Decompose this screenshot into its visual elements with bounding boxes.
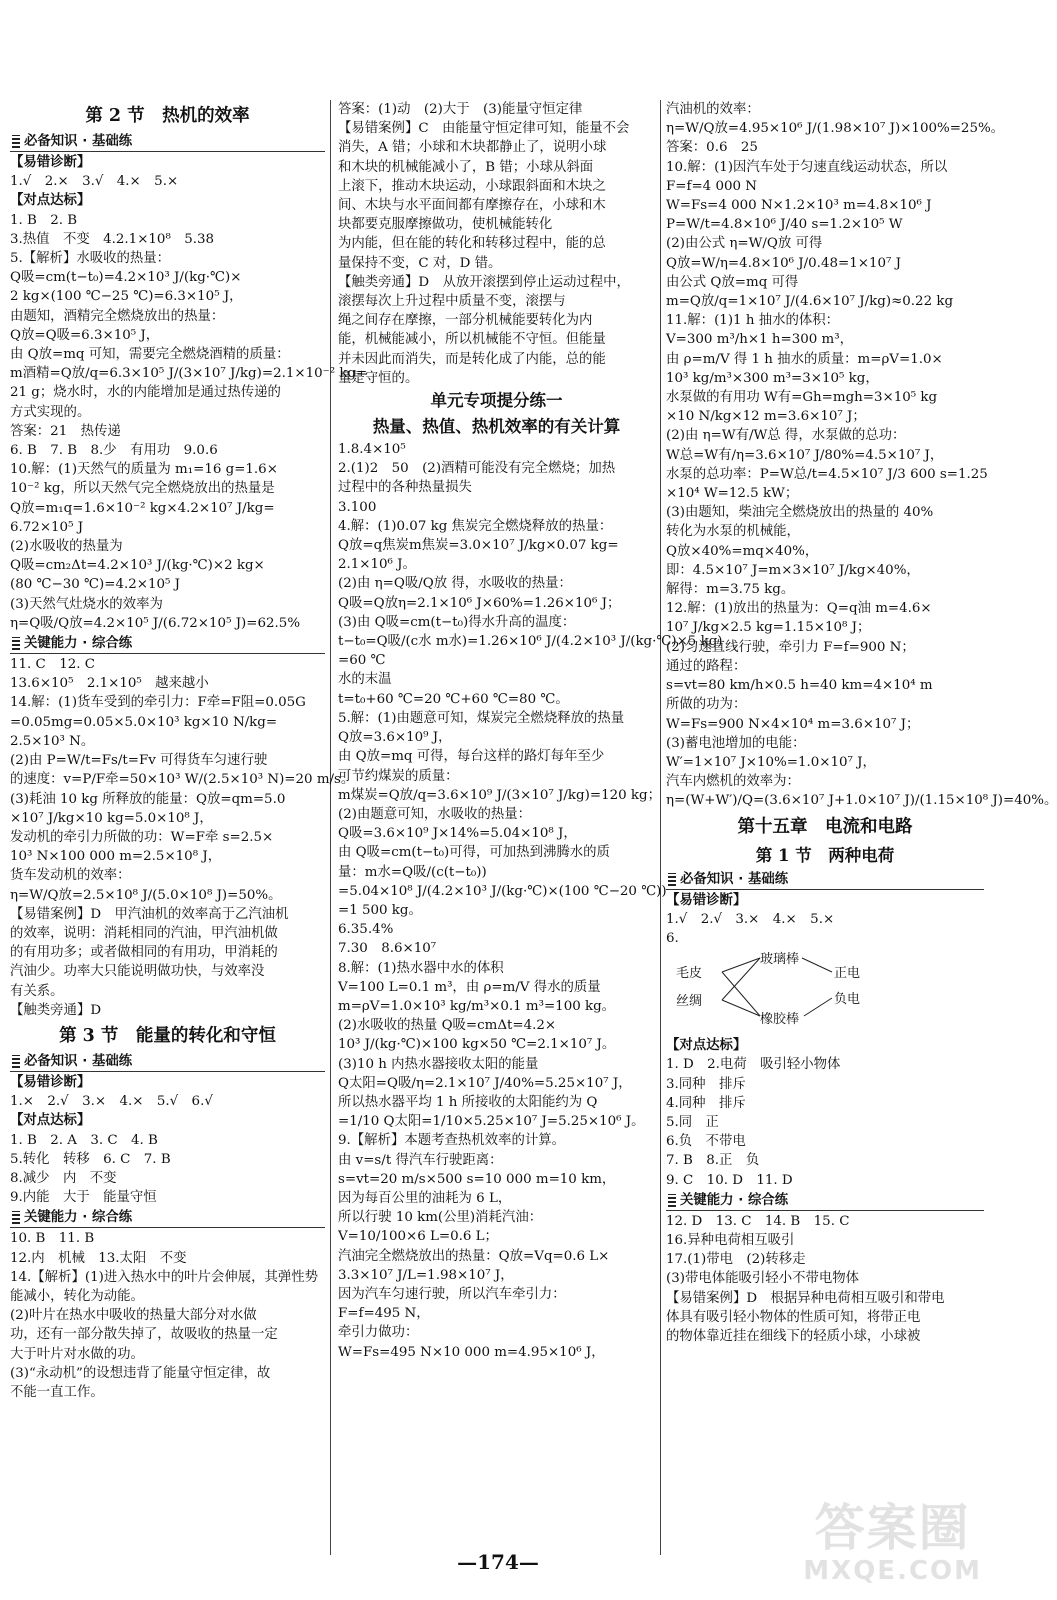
- answer-line: 汽油机的效率：: [666, 102, 760, 117]
- answer-line: 14.【解析】(1)进入热水中的叶片会伸展，其弹性势: [10, 1269, 319, 1285]
- answer-line: 水的末温: [338, 672, 392, 688]
- answer-line: m酒精=Q放/q=6.3×10⁵ J/(3×10⁷ J/kg)=2.1×10⁻² kg=: [10, 366, 368, 382]
- answer-line: 由 Q放=mq 可知，需要完全燃烧酒精的质量：: [10, 347, 290, 363]
- answer-line: 4.同种 排斥: [666, 1095, 746, 1111]
- answer-line: 2 kg×(100 ℃−25 ℃)=6.3×10⁵ J，: [10, 289, 243, 305]
- answer-line: η=Q吸/Q放=4.2×10⁵ J/(6.72×10⁵ J)=62.5%: [10, 615, 301, 631]
- answer-line: 9. C 10. D 11. D: [666, 1172, 793, 1188]
- page-number: —174—: [457, 1550, 539, 1574]
- answer-line: (2)由 P=W/t=Fs/t=Fv 可得货车匀速行驶: [10, 753, 268, 769]
- answer-line: 10.解：(1)天然气的质量为 m₁=16 g=1.6×: [10, 462, 278, 478]
- answer-line: 3.100: [338, 499, 377, 515]
- answer-line: Q放=3.6×10⁹ J，: [338, 730, 452, 746]
- answer-line: 绳之间存在摩擦，一部分机械能要转化为内: [338, 313, 593, 329]
- answer-line: 16.异种电荷相互吸引: [666, 1232, 795, 1248]
- column-divider: [660, 100, 661, 1555]
- answer-line: (2)水吸收的热量 Q吸=cmΔt=4.2×: [338, 1018, 557, 1034]
- answer-line: W=Fs=4 000 N×1.2×10³ m=4.8×10⁶ J: [666, 198, 932, 214]
- answer-line: 21 g；烧水时，水的内能增加是通过热传递的: [10, 385, 281, 401]
- answer-line: 9.内能 大于 能量守恒: [10, 1190, 157, 1206]
- answer-line: 所以行驶 10 km(公里)消耗汽油：: [338, 1210, 543, 1226]
- answer-line: 8.减少 内 不变: [10, 1170, 117, 1186]
- answer-line: 11. C 12. C: [10, 657, 95, 673]
- answer-line: 1. D 2.电荷 吸引轻小物体: [666, 1057, 841, 1073]
- answer-line: 的速度：v=P/F牵=50×10³ W/(2.5×10³ N)=20 m/s。: [10, 772, 355, 788]
- answer-line: t=t₀+60 ℃=20 ℃+60 ℃=80 ℃。: [338, 691, 569, 707]
- answer-line: 能，机械能减小，所以机械能不守恒。但能量: [338, 332, 606, 348]
- answer-line: (3)10 h 内热水器接收太阳的能量: [338, 1056, 539, 1072]
- subsection-heading: 单元专项提分练一: [430, 391, 563, 411]
- answer-line: 6.: [666, 930, 679, 946]
- answer-line: η=(W+W′)/Q=(3.6×10⁷ J+1.0×10⁷ J)/(1.15×10⁸ J)=40%。: [666, 793, 1057, 809]
- answer-line: 5.解：(1)由题意可知，煤炭完全燃烧释放的热量: [338, 710, 625, 726]
- answer-line: 滚摆每次上升过程中质量不变，滚摆与: [338, 294, 566, 310]
- answer-line: 的有用功多；或者做相同的有用功，甲消耗的: [10, 945, 278, 961]
- diagram-label-fur: 毛皮: [676, 966, 703, 982]
- answer-line: 1.√ 2.× 3.√ 4.× 5.×: [10, 174, 179, 190]
- answer-line: 因为汽车匀速行驶，所以汽车牵引力：: [338, 1286, 566, 1302]
- watermark-text: 答案圈: [814, 1499, 971, 1557]
- level-banner: 关键能力 · 综合练: [10, 1208, 325, 1228]
- answer-line: V=10/100×6 L=0.6 L；: [338, 1229, 498, 1245]
- diagram-label-positive: 正电: [834, 966, 861, 982]
- answer-line: W′=1×10⁷ J×10%=1.0×10⁷ J，: [666, 754, 876, 770]
- answer-line: 的效率，说明：消耗相同的汽油，甲汽油机做: [10, 925, 278, 941]
- answer-line: 牵引力做功：: [338, 1325, 419, 1341]
- answer-line: 水泵做的有用功 W有=Gh=mgh=3×10⁵ kg: [666, 390, 938, 406]
- answer-line: 消失，A 错；小球和木块都静止了，说明小球: [338, 140, 607, 156]
- answer-line: 6. B 7. B 8.少 有用功 9.0.6: [10, 443, 218, 459]
- answer-line: 9.【解析】本题考查热机效率的计算。: [338, 1133, 566, 1149]
- answer-line: 8.解：(1)热水器中水的体积: [338, 960, 504, 976]
- answer-line: t−t₀=Q吸/(c水 m水)=1.26×10⁶ J/(4.2×10³ J/(kg·℃)×5 kg): [338, 634, 723, 650]
- answer-line: (2)由题意可知，水吸收的热量：: [338, 806, 532, 822]
- answer-line: W=Fs=900 N×4×10⁴ m=3.6×10⁷ J；: [666, 716, 920, 732]
- answer-line: W总=W有/η=3.6×10⁷ J/80%=4.5×10⁷ J，: [666, 447, 944, 463]
- answer-line: =1 500 kg。: [338, 902, 422, 918]
- column-3-top: [666, 100, 1057, 948]
- answer-line: 13.6×10⁵ 2.1×10⁵ 越来越小: [10, 676, 209, 692]
- answer-line: 间、木块与水平面间都有摩擦存在，小球和木: [338, 198, 606, 214]
- section-heading: 第 2 节 热机的效率: [85, 106, 250, 126]
- answer-line: Q放=Q吸=6.3×10⁵ J，: [10, 327, 160, 343]
- category-tag: 【易错诊断】: [10, 155, 91, 170]
- answer-line: 10. B 11. B: [10, 1231, 95, 1247]
- answer-line: 方式实现的。: [10, 404, 91, 420]
- answer-line: (2)由 η=W有/W总 得，水泵做的总功：: [666, 428, 906, 444]
- answer-line: 5.转化 转移 6. C 7. B: [10, 1151, 171, 1167]
- answer-line: m=Q放/q=1×10⁷ J/(4.6×10⁷ J/kg)≈0.22 kg: [666, 294, 954, 310]
- answer-line: (3)由题知，柴油完全燃烧放出的热量的 40%: [666, 505, 934, 521]
- answer-line: Q吸=Q放η=2.1×10⁶ J×60%=1.26×10⁶ J；: [338, 595, 621, 611]
- answer-line: 上滚下，推动木块运动，小球跟斜面和木块之: [338, 178, 606, 194]
- level-banner: 必备知识 · 基础练: [10, 132, 325, 152]
- answer-line: m=ρV=1.0×10³ kg/m³×0.1 m³=100 kg。: [338, 998, 616, 1014]
- category-tag: 【易错诊断】: [10, 1074, 91, 1090]
- answer-line: 6.72×10⁵ J: [10, 519, 84, 535]
- level-banner: 关键能力 · 综合练: [10, 634, 325, 654]
- answer-line: 解得：m=3.75 kg。: [666, 582, 795, 598]
- answer-line: 10⁻² kg，所以天然气完全燃烧放出的热量是: [10, 481, 275, 497]
- answer-line: 10³ J/(kg·℃)×100 kg×50 ℃=2.1×10⁷ J。: [338, 1037, 616, 1053]
- answer-line: 的物体靠近挂在细线下的轻质小球，小球被: [666, 1328, 921, 1344]
- answer-line: 2.(1)2 50 (2)酒精可能没有完全燃烧；加热: [338, 461, 616, 477]
- answer-line: 由 Q放=mq 可得，每台这样的路灯每年至少: [338, 749, 605, 765]
- answer-line: Q太阳=Q吸/η=2.1×10⁷ J/40%=5.25×10⁷ J，: [338, 1075, 632, 1091]
- answer-line: W=Fs=495 N×10 000 m=4.95×10⁶ J，: [338, 1344, 605, 1360]
- answer-line: 5.同 正: [666, 1114, 719, 1130]
- level-banner: 必备知识 · 基础练: [666, 870, 984, 890]
- answer-line: 货车发动机的效率：: [10, 868, 131, 884]
- answer-line: Q放×40%=mq×40%，: [666, 543, 819, 559]
- answer-line: 7. B 8.正 负: [666, 1153, 760, 1169]
- section-heading: 第 3 节 能量的转化和守恒: [59, 1025, 276, 1046]
- answer-line: 【触类旁通】D 从放开滚摆到停止运动过程中，: [338, 274, 630, 290]
- answer-line: 答案：0.6 25: [666, 140, 758, 156]
- answer-line: 能减小，转化为动能。: [10, 1288, 144, 1304]
- answer-line: s=vt=20 m/s×500 s=10 000 m=10 km，: [338, 1171, 616, 1187]
- answer-line: 体具有吸引轻小物体的性质可知，将带正电: [666, 1309, 921, 1325]
- answer-line: 并未因此而消失，而是转化成了内能，总的能: [338, 351, 606, 367]
- answer-line: 2.1×10⁶ J。: [338, 557, 416, 573]
- answer-line: 因为每百公里的油耗为 6 L，: [338, 1190, 512, 1206]
- answer-line: (3)由 Q吸=cm(t−t₀)得水升高的温度：: [338, 614, 576, 630]
- answer-line: 量保持不变，C 对，D 错。: [338, 255, 502, 271]
- answer-line: 即：4.5×10⁷ J=m×3×10⁷ J/kg×40%，: [666, 562, 920, 578]
- answer-line: 有关系。: [10, 983, 64, 999]
- answer-line: 3.同种 排斥: [666, 1076, 746, 1092]
- answer-line: (3)“永动机”的设想违背了能量守恒定律，故: [10, 1365, 271, 1381]
- answer-line: 4.解：(1)0.07 kg 焦炭完全燃烧释放的热量：: [338, 518, 613, 534]
- answer-line: η=W/Q放=4.95×10⁶ J/(1.98×10⁷ J)×100%=25%。: [666, 121, 1005, 137]
- answer-line: 发动机的牵引力所做的功：W=F牵 s=2.5×: [10, 829, 274, 845]
- answer-line: 1.× 2.√ 3.× 4.× 5.√ 6.√: [10, 1094, 213, 1110]
- answer-line: 由 v=s/t 得汽车行驶距离：: [338, 1152, 503, 1168]
- watermark-logo: [803, 1500, 982, 1586]
- answer-line: η=W/Q放=2.5×10⁸ J/(5.0×10⁸ J)=50%。: [10, 887, 282, 903]
- answer-line: Q放=q焦炭m焦炭=3.0×10⁷ J/kg×0.07 kg=: [338, 538, 619, 554]
- answer-line: F=f=4 000 N: [666, 178, 757, 194]
- answer-line: 为内能，但在能的转化和转移过程中，能的总: [338, 236, 606, 252]
- answer-line: 功，还有一部分散失掉了，故吸收的热量一定: [10, 1327, 278, 1343]
- answer-line: 过程中的各种热量损失: [338, 480, 472, 496]
- subsection-heading: 第 1 节 两种电荷: [755, 845, 895, 865]
- answer-line: 1. B 2. A 3. C 4. B: [10, 1132, 158, 1148]
- answer-line: 通过的路程：: [666, 658, 747, 674]
- column-divider: [330, 100, 331, 1555]
- answer-line: V=300 m³/h×1 h=300 m³，: [666, 332, 854, 348]
- answer-line: 12.解：(1)放出的热量为：Q=q油 m=4.6×: [666, 601, 932, 617]
- answer-line: 大于叶片对水做的功。: [10, 1346, 144, 1362]
- answer-line: 14.解：(1)货车受到的牵引力：F牵=F阻=0.05G: [10, 695, 306, 711]
- answer-line: =60 ℃: [338, 653, 386, 669]
- answer-line: (2)叶片在热水中吸收的热量大部分对水做: [10, 1308, 257, 1324]
- answer-line: 10⁷ J/kg×2.5 kg=1.15×10⁸ J；: [666, 620, 871, 636]
- answer-line: 6.35.4%: [338, 922, 394, 938]
- answer-line: P=W/t=4.8×10⁶ J/40 s=1.2×10⁵ W: [666, 217, 903, 233]
- category-tag: 【对点达标】: [10, 1113, 91, 1129]
- answer-line: =0.05mg=0.05×5.0×10³ kg×10 N/kg=: [10, 714, 278, 730]
- level-banner: 关键能力 · 综合练: [666, 1191, 984, 1211]
- answer-line: Q吸=cm₂Δt=4.2×10³ J/(kg·℃)×2 kg×: [10, 558, 265, 574]
- level-banner: 必备知识 · 基础练: [10, 1052, 325, 1072]
- answer-line: m煤炭=Q放/q=3.6×10⁹ J/(3×10⁷ J/kg)=120 kg；: [338, 787, 661, 803]
- answer-column-3: [666, 100, 1057, 1555]
- answer-line: 7.30 8.6×10⁷: [338, 941, 437, 957]
- answer-line: (2)匀速直线行驶，牵引力 F=f=900 N；: [666, 639, 915, 655]
- answer-line: V=100 L=0.1 m³，由 ρ=m/V 得水的质量: [338, 979, 601, 995]
- answer-line: Q吸=3.6×10⁹ J×14%=5.04×10⁸ J，: [338, 826, 577, 842]
- answer-line: 3.热值 不变 4.2.1×10⁸ 5.38: [10, 231, 215, 247]
- answer-line: Q吸=cm(t−t₀)=4.2×10³ J/(kg·℃)×: [10, 270, 242, 286]
- subsection-heading: 热量、热值、热机效率的有关计算: [372, 417, 621, 437]
- answer-line: 【易错案例】D 根据异种电荷相互吸引和带电: [666, 1290, 945, 1306]
- answer-line: 10³ kg/m³×300 m³=3×10⁵ kg，: [666, 370, 879, 386]
- answer-line: 答案：(1)动 (2)大于 (3)能量守恒定律: [338, 102, 583, 117]
- answer-line: 块都要克服摩擦做功，使机械能转化: [338, 217, 553, 233]
- answer-line: 5.【解析】水吸收的热量：: [10, 251, 171, 267]
- answer-line: s=vt=80 km/h×0.5 h=40 km=4×10⁴ m: [666, 678, 933, 694]
- answer-line: 【触类旁通】D: [10, 1002, 102, 1018]
- answer-line: 【易错案例】C 由能量守恒定律可知，能量不会: [338, 121, 630, 137]
- answer-line: ×10 N/kg×12 m=3.6×10⁷ J；: [666, 409, 866, 425]
- answer-line: 12.内 机械 13.太阳 不变: [10, 1250, 187, 1266]
- section-heading: 第十五章 电流和电路: [737, 816, 913, 837]
- watermark-url: MXQE.COM: [803, 1556, 982, 1586]
- category-tag: 【对点达标】: [10, 193, 91, 209]
- answer-line: (3)天然气灶烧水的效率为: [10, 596, 163, 612]
- answer-line: 【易错案例】D 甲汽油机的效率高于乙汽油机: [10, 906, 289, 922]
- answer-line: (3)带电体能吸引轻小不带电物体: [666, 1271, 860, 1287]
- answer-line: 汽车内燃机的效率为：: [666, 774, 800, 790]
- answer-line: 和木块的机械能减小了，B 错；小球从斜面: [338, 159, 594, 175]
- answer-line: 量：m水=Q吸/(c(t−t₀)): [338, 864, 487, 880]
- answer-line: F=f=495 N，: [338, 1306, 430, 1322]
- answer-line: 由 Q吸=cm(t−t₀)可得，可加热到沸腾水的质: [338, 845, 610, 861]
- answer-line: 由 ρ=m/V 得 1 h 抽水的质量：m=ρV=1.0×: [666, 351, 943, 367]
- answer-line: (2)由公式 η=W/Q放 可得: [666, 236, 823, 252]
- answer-line: (3)蓄电池增加的电能：: [666, 735, 806, 751]
- answer-line: =1/10 Q太阳=1/10×5.25×10⁷ J=5.25×10⁶ J。: [338, 1114, 645, 1130]
- answer-line: 不能一直工作。: [10, 1384, 104, 1400]
- answer-line: (2)由 η=Q吸/Q放 得，水吸收的热量：: [338, 576, 572, 592]
- answer-line: (2)水吸收的热量为: [10, 539, 123, 555]
- answer-line: 所做的功为：: [666, 697, 747, 713]
- answer-line: 水泵的总功率：P=W总/t=4.5×10⁷ J/3 600 s=1.25: [666, 466, 988, 482]
- answer-line: 10.解：(1)因汽车处于匀速直线运动状态，所以: [666, 159, 948, 175]
- answer-line: 由题知，酒精完全燃烧放出的热量：: [10, 308, 225, 324]
- answer-line: 1. B 2. B: [10, 212, 78, 228]
- answer-line: 2.5×10³ N。: [10, 733, 95, 749]
- category-tag: 【易错诊断】: [666, 892, 747, 908]
- answer-line: 汽油完全燃烧放出的热量：Q放=Vq=0.6 L×: [338, 1248, 610, 1264]
- answer-line: 汽油少。功率大只能说明做功快，与效率没: [10, 964, 265, 980]
- answer-line: Q放=W/η=4.8×10⁶ J/0.48=1×10⁷ J: [666, 255, 901, 271]
- answer-line: (80 ℃−30 ℃)=4.2×10⁵ J: [10, 577, 180, 593]
- answer-line: 3.3×10⁷ J/L=1.98×10⁷ J，: [338, 1267, 514, 1283]
- answer-line: ×10⁴ W=12.5 kW；: [666, 486, 799, 502]
- answer-line: 可节约煤炭的质量：: [338, 768, 459, 784]
- diagram-label-rubber-rod: 橡胶棒: [760, 1012, 800, 1028]
- answer-line: 所以热水器平均 1 h 所接收的太阳能约为 Q: [338, 1094, 598, 1110]
- answer-line: 由公式 Q放=mq 可得: [666, 274, 799, 290]
- answer-line: 12. D 13. C 14. B 15. C: [666, 1213, 850, 1229]
- category-tag: 【对点达标】: [666, 1038, 747, 1054]
- answer-line: 转化为水泵的机械能，: [666, 524, 800, 540]
- answer-line: 11.解：(1)1 h 抽水的体积：: [666, 313, 840, 329]
- answer-line: 10³ N×100 000 m=2.5×10⁸ J，: [10, 849, 222, 865]
- answer-line: =5.04×10⁸ J/(4.2×10³ J/(kg·℃)×(100 ℃−20 ℃)): [338, 883, 667, 899]
- answer-line: 17.(1)带电 (2)转移走: [666, 1252, 806, 1268]
- answer-line: (3)耗油 10 kg 所释放的能量：Q放=qm=5.0: [10, 791, 286, 807]
- answer-line: 1.8.4×10⁵: [338, 442, 406, 458]
- answer-line: ×10⁷ J/kg×10 kg=5.0×10⁸ J，: [10, 810, 213, 826]
- charge-matching-diagram: [666, 948, 984, 1036]
- diagram-label-glass-rod: 玻璃棒: [760, 952, 800, 968]
- answer-line: 答案：21 热传递: [10, 423, 121, 439]
- diagram-label-negative: 负电: [834, 992, 861, 1008]
- column-3-bottom: [666, 1036, 984, 1346]
- answer-line: Q放=m₁q=1.6×10⁻² kg×4.2×10⁷ J/kg=: [10, 500, 275, 516]
- answer-line: 1.√ 2.√ 3.× 4.× 5.×: [666, 911, 835, 927]
- answer-line: 6.负 不带电: [666, 1134, 746, 1150]
- answer-line: 量是守恒的。: [338, 370, 419, 386]
- diagram-label-silk: 丝绸: [676, 994, 703, 1010]
